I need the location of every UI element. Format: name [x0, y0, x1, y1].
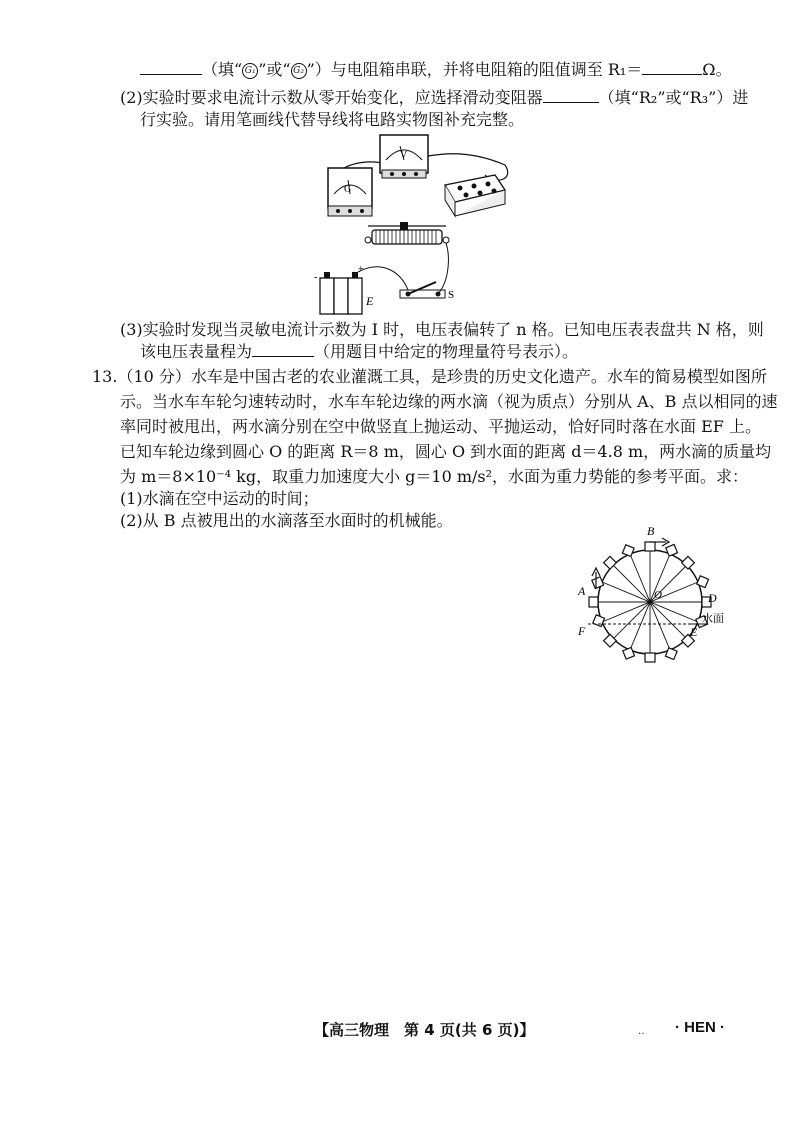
- q12-part3-line1: (3)实验时发现当灵敏电流计示数为 I 时，电压表偏转了 n 格。已知电压表表盘共 N 格，则: [120, 320, 764, 339]
- q12-p1-lead: （填“: [202, 60, 243, 79]
- q13-sub2: (2)从 B 点被甩出的水滴落至水面时的机械能。: [120, 511, 453, 530]
- q13-line3: 率同时被甩出，两水滴分别在空中做竖直上抛运动、平抛运动，恰好同时落在水面 EF 上。: [120, 417, 761, 436]
- answer-blank[interactable]: [252, 342, 314, 357]
- point-a-label: A: [578, 584, 586, 598]
- galvanometer-g2-symbol: G₂: [291, 63, 307, 79]
- galvanometer-g1-symbol: G₁: [242, 63, 258, 79]
- q12-p3-text-b: （用题目中给定的物理量符号表示）。: [314, 342, 579, 361]
- q13-line5: 为 m＝8×10⁻⁴ kg，取重力加速度大小 g＝10 m/s²，水面为重力势能的参考平面。求：: [120, 467, 749, 486]
- resistance-box: [445, 175, 505, 216]
- q13-line1: 13.（10 分）水车是中国古老的农业灌溉工具，是珍贵的历史文化遗产。水车的简易模型如图所: [92, 367, 767, 386]
- q12-p3-text: 该电压表量程为: [140, 342, 253, 361]
- answer-blank[interactable]: [140, 60, 202, 75]
- q13-line4: 已知车轮边缘到圆心 O 的距离 R＝8 m，圆心 O 到水面的距离 d＝4.8 m，两水滴的质量均: [120, 442, 772, 461]
- answer-blank[interactable]: [642, 60, 702, 75]
- q12-part1-line: [140, 59, 732, 81]
- exam-code: · HEN ·: [675, 1019, 725, 1036]
- water-wheel-diagram: [572, 520, 732, 670]
- q12-part3-line2: [140, 341, 578, 363]
- q12-p1-mid: ”或“: [258, 60, 291, 79]
- battery-label: E: [366, 294, 374, 308]
- battery-plus: +: [358, 264, 364, 275]
- point-b-label: B: [647, 524, 655, 538]
- voltmeter-label: V: [400, 150, 408, 161]
- q12-part2-line1: [120, 87, 748, 109]
- q12-p2-text-b: （填“R₂”或“R₃”）进: [598, 88, 749, 107]
- center-o-label: O: [654, 589, 662, 601]
- battery-minus: -: [314, 272, 318, 283]
- scan-artifact: ‥: [638, 1026, 645, 1037]
- point-e-label: E: [690, 625, 698, 639]
- voltmeter: [380, 135, 428, 178]
- water-surface-label: 水面: [702, 613, 724, 625]
- q12-p2-text: (2)实验时要求电流计示数从零开始变化，应选择滑动变阻器: [120, 88, 543, 107]
- answer-blank[interactable]: [543, 88, 599, 103]
- page-number: 【高三物理 第 4 页(共 6 页)】: [314, 1021, 535, 1039]
- q13-sub1: (1)水滴在空中运动的时间；: [120, 489, 319, 508]
- point-f-label: F: [578, 624, 586, 638]
- galvanometer-label: G: [344, 184, 352, 195]
- circuit-diagram: [300, 130, 520, 320]
- q12-part2-line2: 行实验。请用笔画线代替导线将电路实物图补充完整。: [140, 110, 525, 129]
- q12-p1-unit: Ω。: [702, 60, 732, 79]
- point-d-label: D: [708, 591, 717, 605]
- q12-p1-tail: ”）与电阻箱串联，并将电阻箱的阻值调至 R₁＝: [306, 60, 643, 79]
- switch-label: S: [448, 289, 455, 301]
- switch: [400, 282, 454, 301]
- galvanometer: [328, 168, 372, 216]
- q13-line2: 示。当水车车轮匀速转动时，水车车轮边缘的两水滴（视为质点）分别从 A、B 点以相同的速: [120, 392, 778, 411]
- battery: [314, 264, 374, 314]
- sliding-rheostat: [365, 222, 449, 244]
